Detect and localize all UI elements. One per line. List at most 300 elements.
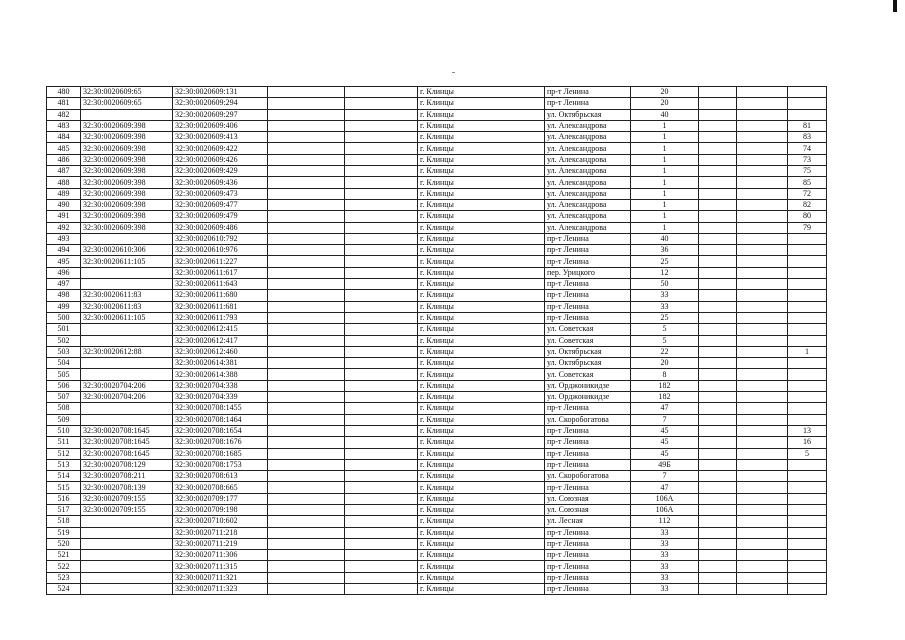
table-row	[47, 584, 827, 595]
street-cell: ул. Александрова	[545, 154, 631, 165]
apartment-number-cell	[788, 392, 827, 403]
empty-cell-a	[268, 301, 345, 312]
row-number-cell: 491	[47, 211, 81, 222]
apartment-number-cell	[788, 527, 827, 538]
cadastral-number-cell: 32:30:0020711:315	[173, 561, 268, 572]
parent-cadastral-number-cell	[81, 324, 173, 335]
parent-cadastral-number-cell	[81, 561, 173, 572]
apartment-number-cell	[788, 245, 827, 256]
empty-cell-b	[345, 482, 418, 493]
city-cell: г. Клинцы	[418, 143, 545, 154]
table-row	[47, 132, 827, 143]
empty-cell-d	[737, 403, 788, 414]
city-cell: г. Клинцы	[418, 109, 545, 120]
table-row	[47, 199, 827, 210]
house-number-cell: 182	[631, 392, 699, 403]
street-cell: пр-т Ленина	[545, 550, 631, 561]
table-row	[47, 448, 827, 459]
apartment-number-cell: 1	[788, 346, 827, 357]
row-number-cell: 497	[47, 279, 81, 290]
apartment-number-cell: 73	[788, 154, 827, 165]
empty-cell-c	[699, 471, 737, 482]
cadastral-number-cell: 32:30:0020609:479	[173, 211, 268, 222]
street-cell: пр-т Ленина	[545, 437, 631, 448]
empty-cell-d	[737, 538, 788, 549]
cadastral-number-cell: 32:30:0020708:1753	[173, 459, 268, 470]
parent-cadastral-number-cell: 32:30:0020611:105	[81, 312, 173, 323]
table-row	[47, 166, 827, 177]
apartment-number-cell: 5	[788, 448, 827, 459]
parent-cadastral-number-cell	[81, 267, 173, 278]
empty-cell-d	[737, 143, 788, 154]
house-number-cell: 47	[631, 403, 699, 414]
row-number-cell: 490	[47, 199, 81, 210]
empty-cell-d	[737, 199, 788, 210]
house-number-cell: 25	[631, 312, 699, 323]
empty-cell-a	[268, 109, 345, 120]
cadastral-number-cell: 32:30:0020708:1676	[173, 437, 268, 448]
house-number-cell: 12	[631, 267, 699, 278]
house-number-cell: 112	[631, 516, 699, 527]
parent-cadastral-number-cell: 32:30:0020612:88	[81, 346, 173, 357]
cadastral-number-cell: 32:30:0020610:976	[173, 245, 268, 256]
empty-cell-a	[268, 211, 345, 222]
cadastral-number-cell: 32:30:0020708:1685	[173, 448, 268, 459]
parent-cadastral-number-cell	[81, 109, 173, 120]
row-number-cell: 504	[47, 358, 81, 369]
street-cell: пр-т Ленина	[545, 459, 631, 470]
row-number-cell: 503	[47, 346, 81, 357]
street-cell: ул. Орджоникидзе	[545, 392, 631, 403]
house-number-cell: 33	[631, 301, 699, 312]
city-cell: г. Клинцы	[418, 98, 545, 109]
apartment-number-cell	[788, 550, 827, 561]
table-row	[47, 369, 827, 380]
apartment-number-cell	[788, 267, 827, 278]
parent-cadastral-number-cell: 32:30:0020609:398	[81, 177, 173, 188]
city-cell: г. Клинцы	[418, 425, 545, 436]
city-cell: г. Клинцы	[418, 482, 545, 493]
row-number-cell: 492	[47, 222, 81, 233]
empty-cell-c	[699, 584, 737, 595]
empty-cell-b	[345, 199, 418, 210]
empty-cell-c	[699, 279, 737, 290]
empty-cell-d	[737, 369, 788, 380]
apartment-number-cell	[788, 98, 827, 109]
empty-cell-c	[699, 403, 737, 414]
table-row	[47, 290, 827, 301]
city-cell: г. Клинцы	[418, 301, 545, 312]
parent-cadastral-number-cell	[81, 516, 173, 527]
city-cell: г. Клинцы	[418, 459, 545, 470]
row-number-cell: 507	[47, 392, 81, 403]
parent-cadastral-number-cell: 32:30:0020708:1645	[81, 425, 173, 436]
apartment-number-cell: 16	[788, 437, 827, 448]
street-cell: ул. Советская	[545, 335, 631, 346]
table-row	[47, 188, 827, 199]
city-cell: г. Клинцы	[418, 527, 545, 538]
city-cell: г. Клинцы	[418, 222, 545, 233]
city-cell: г. Клинцы	[418, 87, 545, 98]
empty-cell-a	[268, 358, 345, 369]
empty-cell-a	[268, 98, 345, 109]
house-number-cell: 1	[631, 222, 699, 233]
empty-cell-c	[699, 516, 737, 527]
street-cell: пр-т Ленина	[545, 256, 631, 267]
empty-cell-a	[268, 425, 345, 436]
empty-cell-c	[699, 448, 737, 459]
city-cell: г. Клинцы	[418, 550, 545, 561]
empty-cell-a	[268, 335, 345, 346]
parent-cadastral-number-cell: 32:30:0020611:83	[81, 290, 173, 301]
street-cell: ул. Александрова	[545, 120, 631, 131]
empty-cell-a	[268, 380, 345, 391]
apartment-number-cell	[788, 369, 827, 380]
empty-cell-d	[737, 109, 788, 120]
empty-cell-b	[345, 245, 418, 256]
empty-cell-b	[345, 143, 418, 154]
table-row	[47, 437, 827, 448]
apartment-number-cell	[788, 233, 827, 244]
parent-cadastral-number-cell	[81, 527, 173, 538]
empty-cell-c	[699, 392, 737, 403]
empty-cell-d	[737, 584, 788, 595]
empty-cell-c	[699, 493, 737, 504]
empty-cell-d	[737, 154, 788, 165]
parent-cadastral-number-cell: 32:30:0020708:129	[81, 459, 173, 470]
apartment-number-cell	[788, 358, 827, 369]
empty-cell-b	[345, 335, 418, 346]
house-number-cell: 33	[631, 584, 699, 595]
parent-cadastral-number-cell	[81, 358, 173, 369]
city-cell: г. Клинцы	[418, 245, 545, 256]
empty-cell-d	[737, 414, 788, 425]
empty-cell-b	[345, 301, 418, 312]
parent-cadastral-number-cell	[81, 233, 173, 244]
street-cell: ул. Александрова	[545, 222, 631, 233]
table-row	[47, 256, 827, 267]
street-cell: ул. Александрова	[545, 188, 631, 199]
house-number-cell: 33	[631, 550, 699, 561]
apartment-number-cell: 72	[788, 188, 827, 199]
house-number-cell: 25	[631, 256, 699, 267]
cadastral-number-cell: 32:30:0020708:1654	[173, 425, 268, 436]
empty-cell-c	[699, 437, 737, 448]
parent-cadastral-number-cell	[81, 279, 173, 290]
empty-cell-c	[699, 561, 737, 572]
empty-cell-a	[268, 572, 345, 583]
city-cell: г. Клинцы	[418, 572, 545, 583]
row-number-cell: 510	[47, 425, 81, 436]
empty-cell-a	[268, 414, 345, 425]
table-row	[47, 493, 827, 504]
street-cell: пр-т Ленина	[545, 98, 631, 109]
street-cell: ул. Александрова	[545, 166, 631, 177]
street-cell: ул. Александрова	[545, 177, 631, 188]
cadastral-number-cell: 32:30:0020611:643	[173, 279, 268, 290]
street-cell: пр-т Ленина	[545, 279, 631, 290]
empty-cell-c	[699, 233, 737, 244]
street-cell: ул. Союзная	[545, 504, 631, 515]
empty-cell-a	[268, 87, 345, 98]
row-number-cell: 517	[47, 504, 81, 515]
empty-cell-a	[268, 132, 345, 143]
house-number-cell: 20	[631, 98, 699, 109]
street-cell: ул. Орджоникидзе	[545, 380, 631, 391]
empty-cell-d	[737, 482, 788, 493]
house-number-cell: 5	[631, 324, 699, 335]
parent-cadastral-number-cell: 32:30:0020704:206	[81, 380, 173, 391]
empty-cell-a	[268, 245, 345, 256]
cadastral-number-cell: 32:30:0020609:422	[173, 143, 268, 154]
cadastral-number-cell: 32:30:0020614:381	[173, 358, 268, 369]
empty-cell-d	[737, 392, 788, 403]
cadastral-number-cell: 32:30:0020614:388	[173, 369, 268, 380]
row-number-cell: 513	[47, 459, 81, 470]
parent-cadastral-number-cell: 32:30:0020709:155	[81, 493, 173, 504]
empty-cell-b	[345, 256, 418, 267]
empty-cell-a	[268, 143, 345, 154]
empty-cell-d	[737, 459, 788, 470]
house-number-cell: 106А	[631, 493, 699, 504]
empty-cell-a	[268, 120, 345, 131]
apartment-number-cell	[788, 403, 827, 414]
empty-cell-b	[345, 312, 418, 323]
apartment-number-cell: 83	[788, 132, 827, 143]
apartment-number-cell: 80	[788, 211, 827, 222]
cadastral-number-cell: 32:30:0020609:131	[173, 87, 268, 98]
house-number-cell: 33	[631, 527, 699, 538]
city-cell: г. Клинцы	[418, 256, 545, 267]
empty-cell-c	[699, 256, 737, 267]
city-cell: г. Клинцы	[418, 414, 545, 425]
empty-cell-b	[345, 392, 418, 403]
empty-cell-a	[268, 279, 345, 290]
table-row	[47, 550, 827, 561]
empty-cell-c	[699, 166, 737, 177]
street-cell: ул. Октябрьская	[545, 346, 631, 357]
table-row	[47, 279, 827, 290]
apartment-number-cell	[788, 301, 827, 312]
row-number-cell: 509	[47, 414, 81, 425]
house-number-cell: 20	[631, 358, 699, 369]
cadastral-number-cell: 32:30:0020609:477	[173, 199, 268, 210]
city-cell: г. Клинцы	[418, 403, 545, 414]
empty-cell-d	[737, 188, 788, 199]
table-row	[47, 143, 827, 154]
table-row	[47, 392, 827, 403]
parent-cadastral-number-cell: 32:30:0020609:398	[81, 188, 173, 199]
city-cell: г. Клинцы	[418, 437, 545, 448]
empty-cell-a	[268, 516, 345, 527]
row-number-cell: 483	[47, 120, 81, 131]
parent-cadastral-number-cell: 32:30:0020609:398	[81, 143, 173, 154]
empty-cell-a	[268, 222, 345, 233]
empty-cell-c	[699, 324, 737, 335]
empty-cell-a	[268, 346, 345, 357]
street-cell: ул. Скоробогатова	[545, 471, 631, 482]
empty-cell-c	[699, 132, 737, 143]
street-cell: ул. Александрова	[545, 199, 631, 210]
row-number-cell: 481	[47, 98, 81, 109]
apartment-number-cell	[788, 312, 827, 323]
row-number-cell: 514	[47, 471, 81, 482]
empty-cell-b	[345, 538, 418, 549]
empty-cell-c	[699, 267, 737, 278]
apartment-number-cell	[788, 256, 827, 267]
parent-cadastral-number-cell: 32:30:0020609:398	[81, 166, 173, 177]
parent-cadastral-number-cell	[81, 550, 173, 561]
city-cell: г. Клинцы	[418, 177, 545, 188]
cadastral-number-cell: 32:30:0020609:426	[173, 154, 268, 165]
empty-cell-c	[699, 380, 737, 391]
cadastral-number-cell: 32:30:0020704:339	[173, 392, 268, 403]
city-cell: г. Клинцы	[418, 346, 545, 357]
row-number-cell: 499	[47, 301, 81, 312]
empty-cell-b	[345, 493, 418, 504]
cadastral-number-cell: 32:30:0020711:219	[173, 538, 268, 549]
street-cell: пр-т Ленина	[545, 312, 631, 323]
empty-cell-a	[268, 199, 345, 210]
empty-cell-d	[737, 324, 788, 335]
empty-cell-d	[737, 98, 788, 109]
cadastral-number-cell: 32:30:0020708:613	[173, 471, 268, 482]
empty-cell-d	[737, 572, 788, 583]
row-number-cell: 485	[47, 143, 81, 154]
empty-cell-c	[699, 572, 737, 583]
street-cell: пр-т Ленина	[545, 290, 631, 301]
house-number-cell: 33	[631, 538, 699, 549]
table-row	[47, 312, 827, 323]
empty-cell-a	[268, 369, 345, 380]
parent-cadastral-number-cell: 32:30:0020708:211	[81, 471, 173, 482]
empty-cell-a	[268, 403, 345, 414]
city-cell: г. Клинцы	[418, 199, 545, 210]
city-cell: г. Клинцы	[418, 132, 545, 143]
house-number-cell: 5	[631, 335, 699, 346]
city-cell: г. Клинцы	[418, 211, 545, 222]
empty-cell-a	[268, 437, 345, 448]
empty-cell-c	[699, 245, 737, 256]
empty-cell-c	[699, 154, 737, 165]
apartment-number-cell	[788, 335, 827, 346]
empty-cell-b	[345, 154, 418, 165]
house-number-cell: 49Б	[631, 459, 699, 470]
table-row	[47, 109, 827, 120]
apartment-number-cell	[788, 561, 827, 572]
city-cell: г. Клинцы	[418, 279, 545, 290]
scan-speck	[452, 72, 455, 73]
cadastral-number-cell: 32:30:0020610:792	[173, 233, 268, 244]
street-cell: пр-т Ленина	[545, 527, 631, 538]
cadastral-number-cell: 32:30:0020609:297	[173, 109, 268, 120]
empty-cell-b	[345, 504, 418, 515]
empty-cell-d	[737, 358, 788, 369]
street-cell: пр-т Ленина	[545, 87, 631, 98]
parent-cadastral-number-cell: 32:30:0020704:206	[81, 392, 173, 403]
apartment-number-cell	[788, 380, 827, 391]
table-row	[47, 471, 827, 482]
cadastral-number-cell: 32:30:0020704:338	[173, 380, 268, 391]
empty-cell-a	[268, 233, 345, 244]
empty-cell-d	[737, 290, 788, 301]
row-number-cell: 493	[47, 233, 81, 244]
parent-cadastral-number-cell	[81, 414, 173, 425]
city-cell: г. Клинцы	[418, 471, 545, 482]
city-cell: г. Клинцы	[418, 312, 545, 323]
cadastral-number-cell: 32:30:0020711:323	[173, 584, 268, 595]
apartment-number-cell	[788, 459, 827, 470]
row-number-cell: 512	[47, 448, 81, 459]
cadastral-number-cell: 32:30:0020611:680	[173, 290, 268, 301]
empty-cell-c	[699, 346, 737, 357]
cadastral-number-cell: 32:30:0020611:617	[173, 267, 268, 278]
table-row	[47, 516, 827, 527]
street-cell: пр-т Ленина	[545, 561, 631, 572]
house-number-cell: 33	[631, 572, 699, 583]
cadastral-number-cell: 32:30:0020710:602	[173, 516, 268, 527]
street-cell: ул. Союзная	[545, 493, 631, 504]
city-cell: г. Клинцы	[418, 380, 545, 391]
empty-cell-b	[345, 177, 418, 188]
cadastral-number-cell: 32:30:0020612:415	[173, 324, 268, 335]
row-number-cell: 519	[47, 527, 81, 538]
empty-cell-d	[737, 177, 788, 188]
empty-cell-d	[737, 301, 788, 312]
table-row	[47, 222, 827, 233]
house-number-cell: 8	[631, 369, 699, 380]
parent-cadastral-number-cell: 32:30:0020609:398	[81, 154, 173, 165]
table-row	[47, 538, 827, 549]
empty-cell-a	[268, 471, 345, 482]
apartment-number-cell: 79	[788, 222, 827, 233]
row-number-cell: 486	[47, 154, 81, 165]
house-number-cell: 47	[631, 482, 699, 493]
parent-cadastral-number-cell: 32:30:0020611:105	[81, 256, 173, 267]
empty-cell-a	[268, 527, 345, 538]
empty-cell-a	[268, 177, 345, 188]
street-cell: ул. Октябрьская	[545, 358, 631, 369]
apartment-number-cell: 85	[788, 177, 827, 188]
empty-cell-d	[737, 437, 788, 448]
city-cell: г. Клинцы	[418, 324, 545, 335]
house-number-cell: 1	[631, 199, 699, 210]
apartment-number-cell	[788, 572, 827, 583]
cadastral-number-cell: 32:30:0020708:1464	[173, 414, 268, 425]
empty-cell-d	[737, 87, 788, 98]
apartment-number-cell: 82	[788, 199, 827, 210]
apartment-number-cell	[788, 414, 827, 425]
empty-cell-a	[268, 324, 345, 335]
table-row	[47, 120, 827, 131]
city-cell: г. Клинцы	[418, 369, 545, 380]
cadastral-number-cell: 32:30:0020708:665	[173, 482, 268, 493]
empty-cell-b	[345, 166, 418, 177]
row-number-cell: 494	[47, 245, 81, 256]
house-number-cell: 33	[631, 561, 699, 572]
table-row	[47, 414, 827, 425]
street-cell: ул. Советская	[545, 324, 631, 335]
city-cell: г. Клинцы	[418, 267, 545, 278]
apartment-number-cell	[788, 324, 827, 335]
apartment-number-cell	[788, 493, 827, 504]
table-row	[47, 154, 827, 165]
empty-cell-d	[737, 279, 788, 290]
empty-cell-b	[345, 527, 418, 538]
parent-cadastral-number-cell	[81, 403, 173, 414]
apartment-number-cell	[788, 482, 827, 493]
cadastral-number-cell: 32:30:0020709:177	[173, 493, 268, 504]
